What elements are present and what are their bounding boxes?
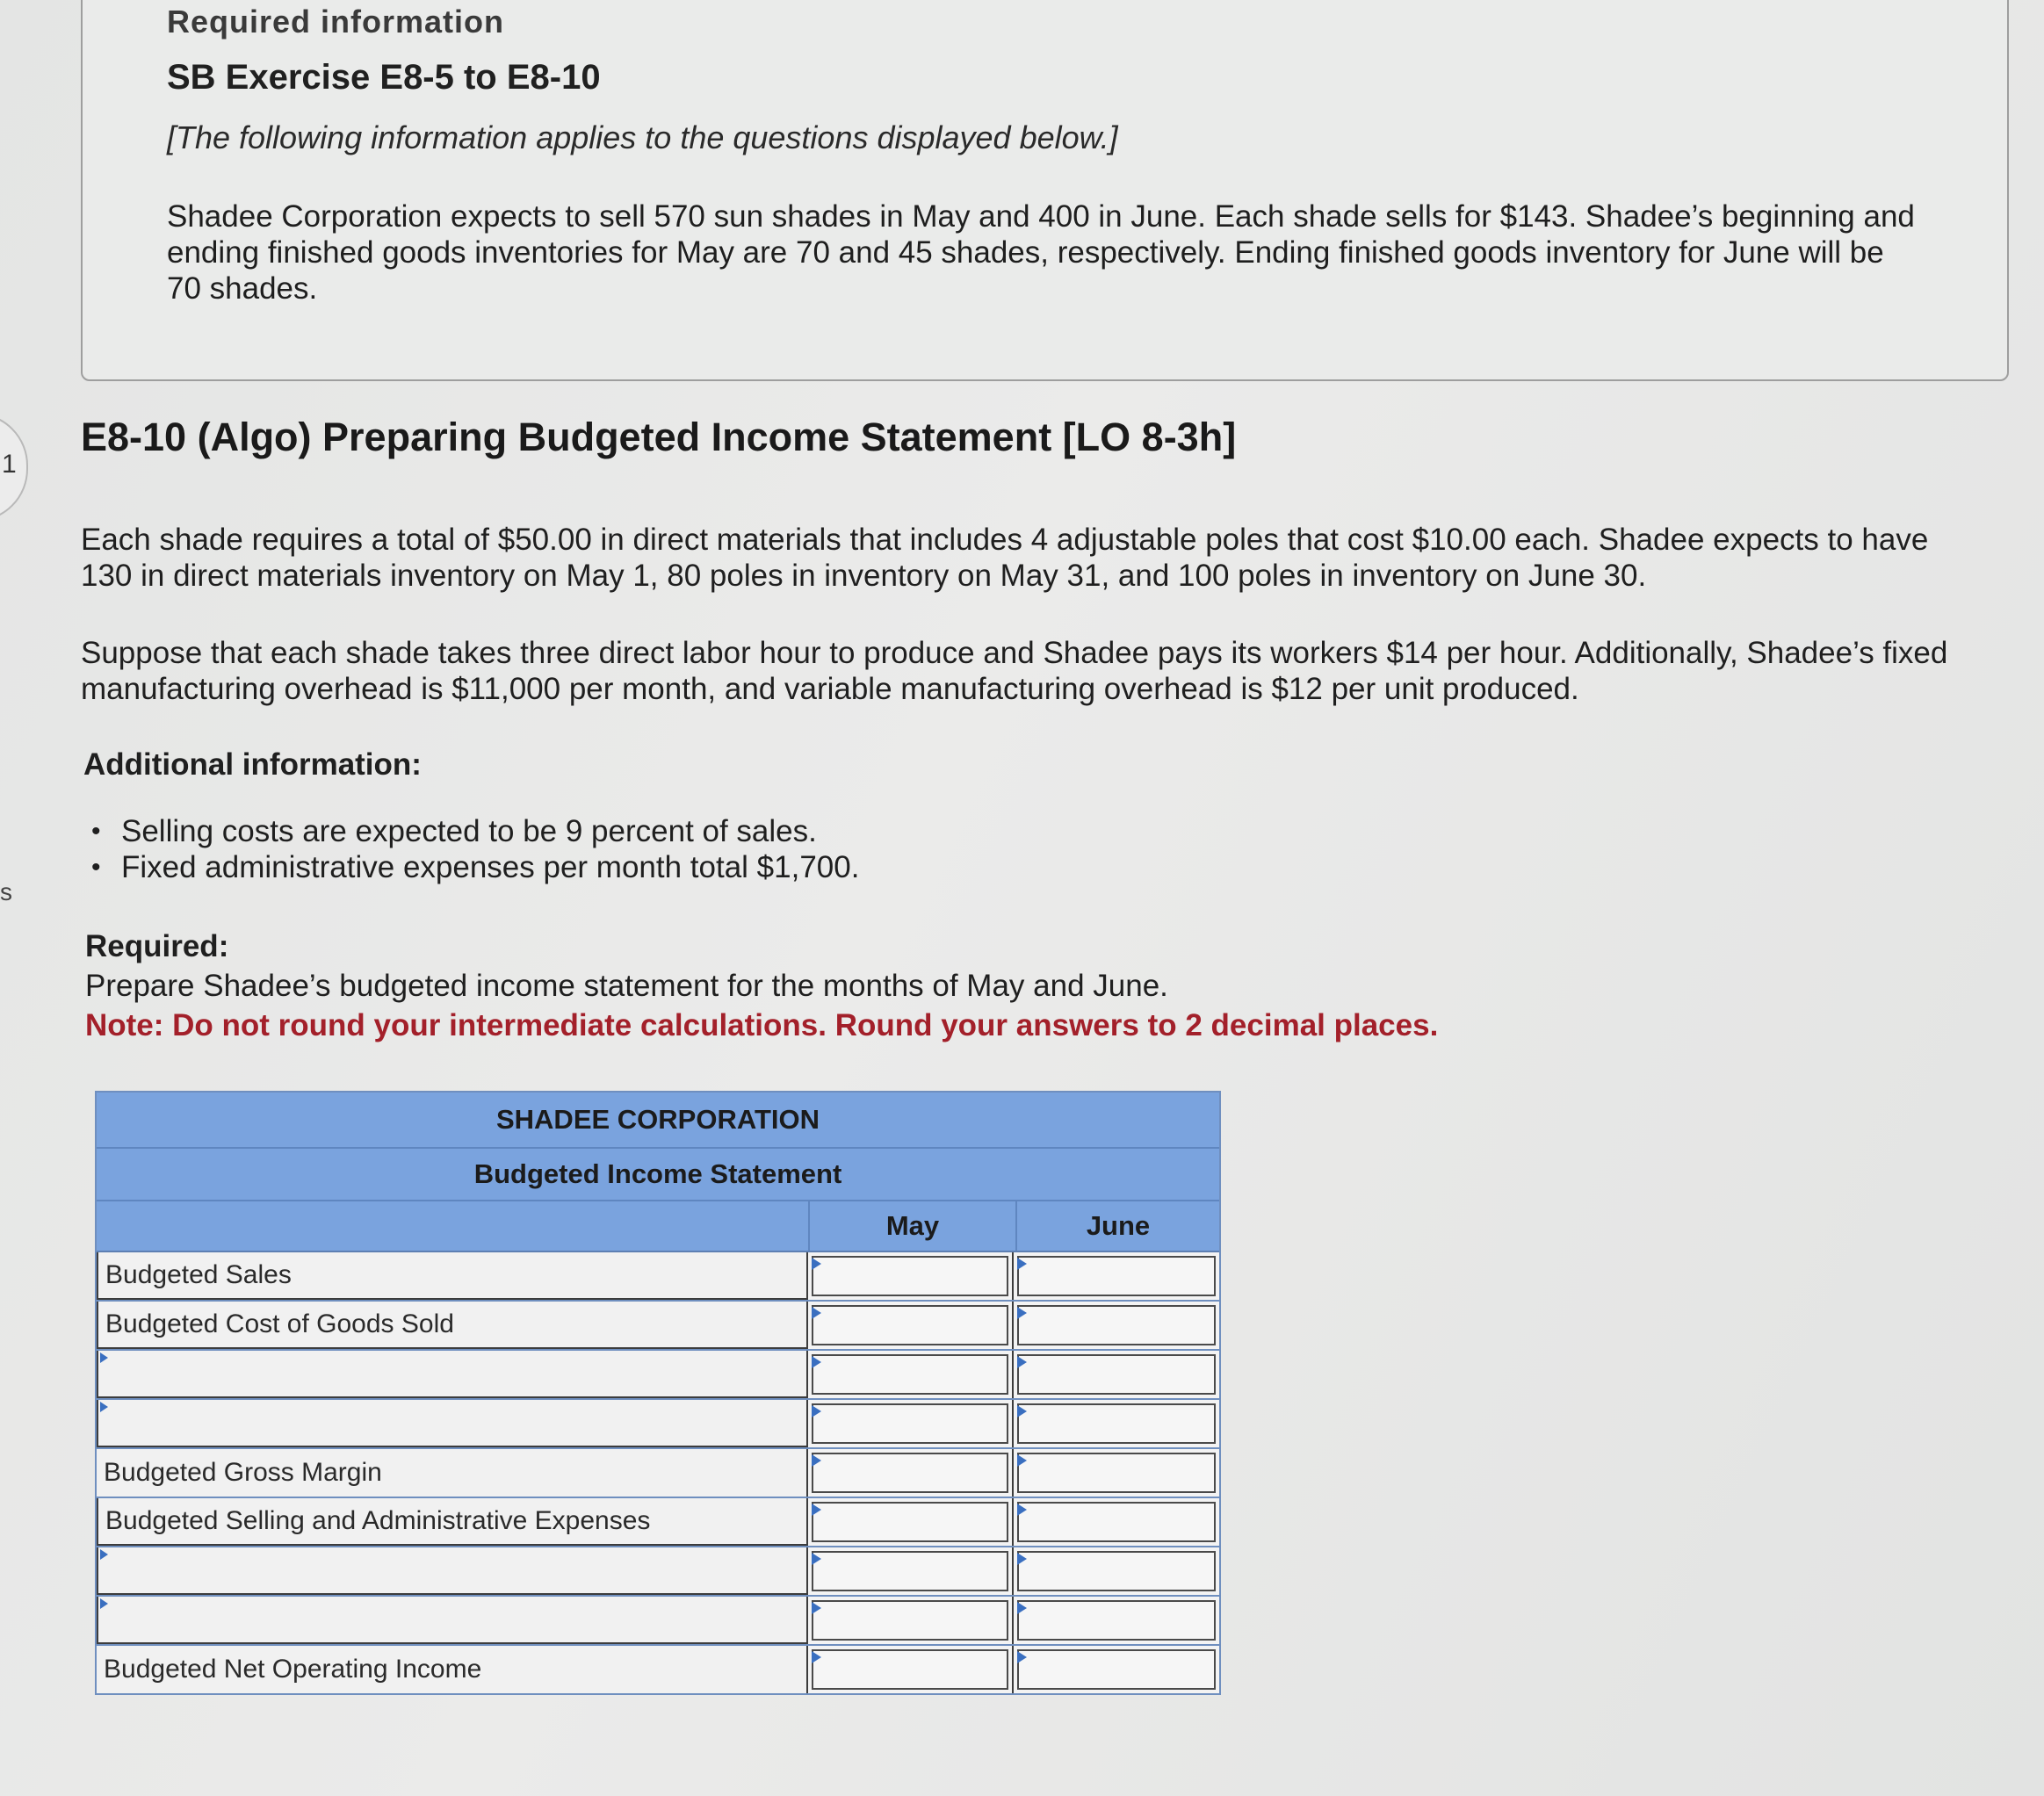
cell-marker-icon [1017, 1258, 1027, 1270]
row-label-static [97, 1646, 808, 1693]
left-edge-mark: s [0, 878, 12, 905]
scenario-paragraph: Shadee Corporation expects to sell 570 sun shades in May and 400 in June. Each shade sells for $143. Shadee’s beginning and ending finished goods inventories for May are 70 and 45 shades, respectively. Ending finished goods inventory for June will be 70 shades. [167, 199, 1915, 306]
row-label: Budgeted Selling and Administrative Expenses [105, 1506, 651, 1535]
cell-marker-icon [1017, 1553, 1027, 1565]
row-label: Budgeted Net Operating Income [104, 1655, 482, 1684]
left-edge-tab-label: 1 [2, 450, 17, 479]
may-column-header: May [810, 1201, 1017, 1251]
table-row [97, 1449, 1219, 1498]
june-input[interactable] [1017, 1403, 1216, 1444]
may-input[interactable] [812, 1649, 1008, 1690]
statement-title: Budgeted Income Statement [97, 1149, 1219, 1201]
row-label-dropdown[interactable] [97, 1351, 808, 1398]
june-cell [1014, 1498, 1219, 1546]
table-row [97, 1302, 1219, 1351]
table-row [97, 1252, 1219, 1302]
may-cell [808, 1646, 1014, 1693]
applies-note: [The following information applies to the questions displayed below.] [167, 119, 1118, 155]
row-label-dropdown[interactable] [97, 1302, 808, 1349]
cell-marker-icon [812, 1405, 821, 1417]
table-row [97, 1351, 1219, 1400]
may-cell [808, 1351, 1014, 1398]
may-input[interactable] [812, 1453, 1008, 1493]
cell-marker-icon [812, 1258, 821, 1270]
june-input[interactable] [1017, 1354, 1216, 1395]
cell-marker-icon [812, 1553, 821, 1565]
cell-marker-icon [1017, 1504, 1027, 1516]
may-input[interactable] [812, 1551, 1008, 1591]
may-cell [808, 1400, 1014, 1447]
labor-overhead-paragraph: Suppose that each shade takes three direct labor hour to produce and Shadee pays its workers $14 per hour. Additionally, Shadee’s fixed manufacturing overhead is $11,000 per month, and variable manufacturing overhead is $12 per unit produced. [81, 636, 1948, 706]
june-input[interactable] [1017, 1551, 1216, 1591]
left-edge-tab[interactable] [0, 413, 28, 522]
row-label-dropdown[interactable] [97, 1547, 808, 1595]
row-label: Budgeted Cost of Goods Sold [105, 1309, 454, 1338]
dropdown-marker-icon [100, 1402, 108, 1412]
may-input[interactable] [812, 1354, 1008, 1395]
additional-information-list [88, 813, 859, 885]
required-label: Required: [85, 929, 229, 963]
rounding-note: Note: Do not round your intermediate calculations. Round your answers to 2 decimal places. [85, 1008, 1439, 1042]
table-row [97, 1400, 1219, 1449]
table-row [97, 1597, 1219, 1646]
cell-marker-icon [812, 1356, 821, 1368]
row-label: Budgeted Sales [105, 1260, 292, 1289]
may-input[interactable] [812, 1600, 1008, 1641]
may-input[interactable] [812, 1502, 1008, 1542]
cell-marker-icon [1017, 1405, 1027, 1417]
required-information-label: Required information [167, 4, 505, 40]
company-name: SHADEE CORPORATION [97, 1093, 1219, 1149]
table-row [97, 1547, 1219, 1597]
cell-marker-icon [812, 1504, 821, 1516]
cell-marker-icon [812, 1454, 821, 1467]
row-label-dropdown[interactable] [97, 1400, 808, 1447]
row-label-static [97, 1449, 808, 1497]
june-cell [1014, 1449, 1219, 1497]
row-label: Budgeted Gross Margin [104, 1458, 382, 1487]
june-input[interactable] [1017, 1649, 1216, 1690]
list-item: • Selling costs are expected to be 9 percent of sales. [88, 813, 859, 849]
june-cell [1014, 1597, 1219, 1644]
cell-marker-icon [1017, 1307, 1027, 1319]
may-input[interactable] [812, 1256, 1008, 1296]
may-input[interactable] [812, 1305, 1008, 1345]
june-input[interactable] [1017, 1305, 1216, 1345]
cell-marker-icon [812, 1602, 821, 1614]
direct-materials-paragraph: Each shade requires a total of $50.00 in direct materials that includes 4 adjustable poles that cost $10.00 each. Shadee expects to have 130 in direct materials inventory on May 1, 80 poles in inventory on May 31, and 100 poles in inventory on June 30. [81, 523, 1929, 593]
required-information-box [81, 0, 2009, 381]
cell-marker-icon [1017, 1651, 1027, 1663]
exercise-heading: E8-10 (Algo) Preparing Budgeted Income Statement [LO 8-3h] [81, 415, 1237, 459]
cell-marker-icon [1017, 1454, 1027, 1467]
may-cell [808, 1597, 1014, 1644]
may-cell [808, 1547, 1014, 1595]
table-row [97, 1646, 1219, 1693]
june-input[interactable] [1017, 1502, 1216, 1542]
june-input[interactable] [1017, 1453, 1216, 1493]
cell-marker-icon [812, 1651, 821, 1663]
may-cell [808, 1302, 1014, 1349]
column-headers [97, 1201, 1219, 1251]
june-input[interactable] [1017, 1600, 1216, 1641]
may-cell [808, 1252, 1014, 1300]
june-cell [1014, 1547, 1219, 1595]
exercise-range-title: SB Exercise E8-5 to E8-10 [167, 58, 601, 97]
may-input[interactable] [812, 1403, 1008, 1444]
june-cell [1014, 1646, 1219, 1693]
additional-information-label: Additional information: [83, 747, 422, 782]
may-cell [808, 1449, 1014, 1497]
june-cell [1014, 1252, 1219, 1300]
cell-marker-icon [1017, 1602, 1027, 1614]
dropdown-marker-icon [100, 1598, 108, 1609]
cell-marker-icon [812, 1307, 821, 1319]
cell-marker-icon [1017, 1356, 1027, 1368]
list-item: • Fixed administrative expenses per month total $1,700. [88, 849, 859, 885]
budgeted-income-statement-table [95, 1091, 1221, 1695]
june-cell [1014, 1351, 1219, 1398]
statement-header [97, 1093, 1219, 1252]
dropdown-marker-icon [100, 1352, 108, 1363]
row-label-dropdown[interactable] [97, 1252, 808, 1300]
june-cell [1014, 1302, 1219, 1349]
row-label-dropdown[interactable] [97, 1498, 808, 1546]
row-label-dropdown[interactable] [97, 1597, 808, 1644]
june-cell [1014, 1400, 1219, 1447]
dropdown-marker-icon [100, 1549, 108, 1560]
may-cell [808, 1498, 1014, 1546]
required-instruction: Prepare Shadee’s budgeted income statement for the months of May and June. [85, 969, 1168, 1003]
june-column-header: June [1086, 1210, 1151, 1241]
june-input[interactable] [1017, 1256, 1216, 1296]
label-column-header [97, 1201, 810, 1251]
table-row [97, 1498, 1219, 1547]
